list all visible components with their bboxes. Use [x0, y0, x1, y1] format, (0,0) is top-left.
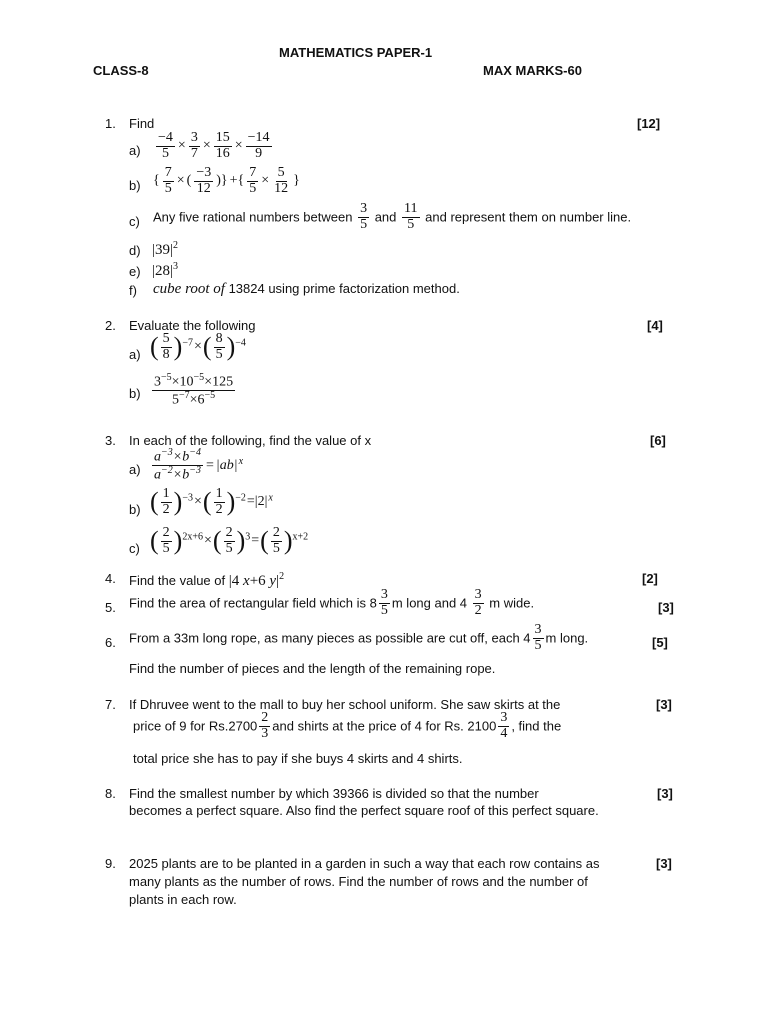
- class-label: CLASS-8: [93, 63, 149, 78]
- q1a-expression: $\frac{-4}{5}$ × $\frac{3}{7}$ × $\frac{15}{16}$ × $\frac{-14}{9}$: [158, 130, 270, 161]
- q8-line1: Find the smallest number by which 39366 is divided so that the number: [129, 786, 539, 801]
- q7-line1: If Dhruvee went to the mall to buy her school uniform. She saw skirts at the: [129, 697, 561, 712]
- q1b-label: b): [129, 178, 141, 193]
- q1a-label: a): [129, 143, 141, 158]
- q1-marks: [12]: [637, 116, 661, 131]
- q5-number: 5.: [105, 600, 116, 615]
- q6-number: 6.: [105, 635, 116, 650]
- q9-line3: plants in each row.: [129, 892, 237, 907]
- q3a-expression: $\frac{a^{-3}\times b^{-4}}{a^{-2}\times b^{-3}}$ = $|ab|^x$: [154, 447, 244, 483]
- q8-number: 8.: [105, 786, 116, 801]
- q1-text: Find: [129, 116, 155, 131]
- q7-marks: [3]: [656, 697, 672, 712]
- q3c-label: c): [129, 541, 140, 556]
- q2-text: Evaluate the following: [129, 318, 256, 333]
- q4-marks: [2]: [642, 571, 658, 586]
- q2a-label: a): [129, 347, 141, 362]
- q6-line1: From a 33m long rope, as many pieces as possible are cut off, each 4 $\frac{3}{5}$ m long.: [129, 622, 589, 653]
- q8-marks: [3]: [657, 786, 673, 801]
- q2b-expression: $\frac{3^{-5}\times 10^{-5}\times 125}{5^{-7}\times 6^{-5}}$: [154, 372, 234, 408]
- max-marks: MAX MARKS-60: [483, 63, 582, 78]
- q8-line2: becomes a perfect square. Also find the perfect square roof of this perfect square.: [129, 803, 599, 818]
- q3b-label: b): [129, 502, 141, 517]
- q6-marks: [5]: [652, 635, 668, 650]
- q2a-expression: ( $\frac{5}{8}$ )$^{-7}$×( $\frac{8}{5}$ )$^{-4}$: [150, 331, 246, 362]
- q7-line2: price of 9 for Rs.2700 $\frac{2}{3}$ and shirts at the price of 4 for Rs. 2100 $\frac{3}{4}$ , find the: [133, 710, 562, 741]
- q4-number: 4.: [105, 571, 116, 586]
- q1e-label: e): [129, 264, 141, 279]
- q2-number: 2.: [105, 318, 116, 333]
- q3-text: In each of the following, find the value of x: [129, 433, 372, 448]
- q1b-expression: { $\frac{7}{5}$ × ( $\frac{-3}{12}$ )} +{ $\frac{7}{5}$ × $\frac{5}{12}$ }: [153, 165, 300, 196]
- q3a-label: a): [129, 462, 141, 477]
- q1e-expression: $|28|^3$: [152, 261, 179, 279]
- paper-title: MATHEMATICS PAPER-1: [279, 45, 433, 60]
- q9-line1: 2025 plants are to be planted in a garden in such a way that each row contains as: [129, 856, 600, 871]
- q1f-text: cube root of 13824 using prime factorization method.: [153, 281, 460, 297]
- q9-number: 9.: [105, 856, 116, 871]
- q4-text: Find the value of |4 x+6 $y|^2$: [129, 571, 285, 589]
- q9-line2: many plants as the number of rows. Find the number of rows and the number of: [129, 874, 588, 889]
- q1d-expression: $|39|^2$: [152, 240, 179, 258]
- q1-number: 1.: [105, 116, 116, 131]
- q2-marks: [4]: [647, 318, 663, 333]
- q3-number: 3.: [105, 433, 116, 448]
- q1d-label: d): [129, 243, 141, 258]
- q1c-text: Any five rational numbers between $\frac{3}{5}$ and $\frac{11}{5}$ and represent them on number line.: [153, 201, 632, 232]
- q5-text: Find the area of rectangular field which is 8 $\frac{3}{5}$ m long and 4 $\frac{3}{2}$ m wide.: [129, 587, 535, 618]
- q2b-label: b): [129, 386, 141, 401]
- q7-number: 7.: [105, 697, 116, 712]
- q3b-expression: ( $\frac{1}{2}$ )$^{-3}$×( $\frac{1}{2}$ )$^{-2}=|2|^x$: [150, 486, 273, 517]
- q5-marks: [3]: [658, 600, 674, 615]
- q1c-label: c): [129, 214, 140, 229]
- q3c-expression: ( $\frac{2}{5}$ )$^{2x+6}$×( $\frac{2}{5}$ )$^3$=( $\frac{2}{5}$ )$^{x+2}$: [150, 525, 309, 556]
- q9-marks: [3]: [656, 856, 672, 871]
- q6-line2: Find the number of pieces and the length of the remaining rope.: [129, 661, 496, 676]
- q7-line3: total price she has to pay if she buys 4 skirts and 4 shirts.: [133, 751, 463, 766]
- q1f-label: f): [129, 283, 137, 298]
- q3-marks: [6]: [650, 433, 666, 448]
